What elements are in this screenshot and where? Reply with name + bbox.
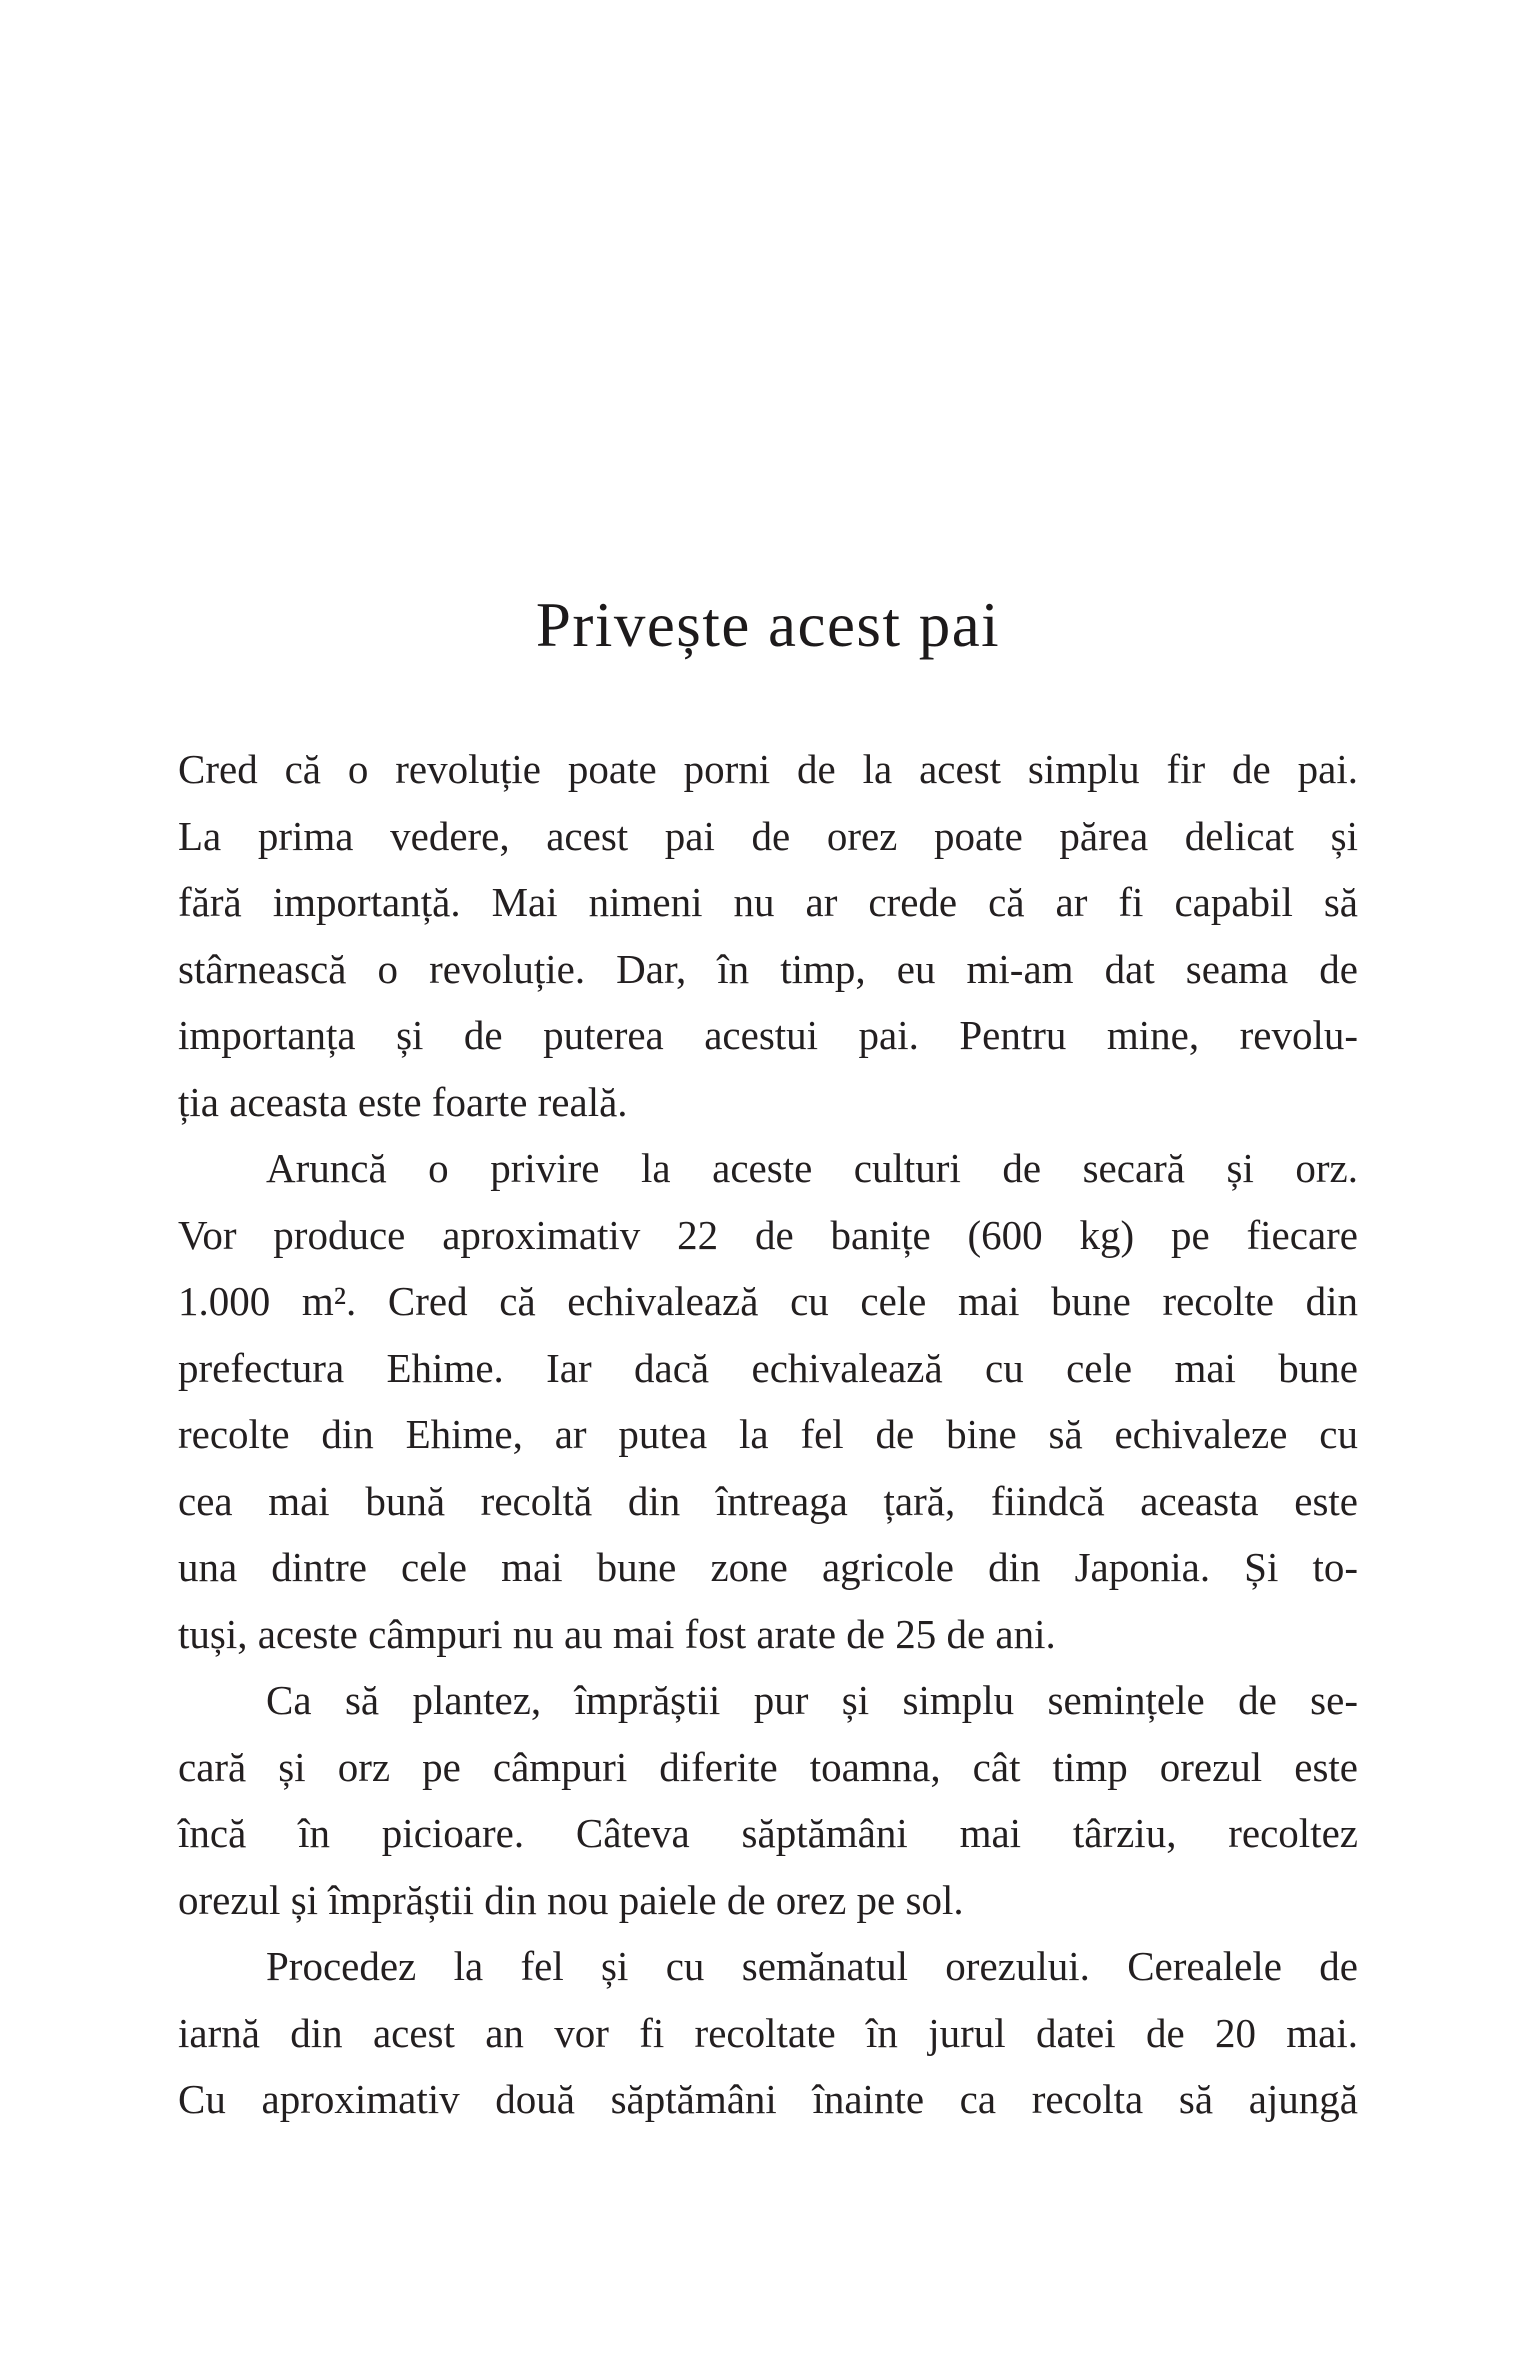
text-line: tuși, aceste câmpuri nu au mai fost arate de 25 de ani. — [178, 1610, 1056, 1657]
text-line: încă în picioare. Câteva săptămâni mai târziu, recoltez — [178, 1810, 1358, 1856]
text-line: ția aceasta este foarte reală. — [178, 1078, 628, 1125]
paragraph — [178, 1933, 1358, 2133]
text-line: Ca să plantez, împrăștii pur și simplu semințele de se- — [266, 1677, 1358, 1723]
text-line: importanța și de puterea acestui pai. Pentru mine, revolu- — [178, 1012, 1358, 1058]
text-line: stârnească o revoluție. Dar, în timp, eu mi-am dat seama de — [178, 945, 1358, 992]
text-line: La prima vedere, acest pai de orez poate părea delicat și — [178, 812, 1358, 859]
text-line: Procedez la fel și cu semănatul orezului. Cerealele de — [266, 1943, 1358, 1989]
text-line: Vor produce aproximativ 22 de banițe (600 kg) pe fiecare — [178, 1211, 1358, 1258]
page-title: Privește acest pai — [535, 590, 1001, 660]
text-line: Cred că o revoluție poate porni de la acest simplu fir de pai. — [178, 746, 1358, 792]
text-line: recolte din Ehime, ar putea la fel de bine să echivaleze cu — [178, 1411, 1358, 1457]
body-text — [178, 736, 1358, 2133]
paragraph — [178, 1667, 1358, 1933]
text-line: fără importanță. Mai nimeni nu ar crede că ar fi capabil să — [178, 879, 1358, 925]
paragraph — [178, 736, 1358, 1135]
text-line: una dintre cele mai bune zone agricole din Japonia. Și to- — [178, 1544, 1358, 1590]
text-line: Cu aproximativ două săptămâni înainte ca recolta să ajungă — [178, 2076, 1358, 2122]
text-line: 1.000 m². Cred că echivalează cu cele mai bune recolte din — [178, 1278, 1358, 1324]
text-line: prefectura Ehime. Iar dacă echivalează cu cele mai bune — [178, 1344, 1358, 1391]
text-line: Aruncă o privire la aceste culturi de secară și orz. — [266, 1145, 1358, 1191]
text-line: iarnă din acest an vor fi recoltate în jurul datei de 20 mai. — [178, 2009, 1358, 2056]
text-line: cară și orz pe câmpuri diferite toamna, cât timp orezul este — [178, 1743, 1358, 1790]
text-line: cea mai bună recoltă din întreaga țară, fiindcă aceasta este — [178, 1477, 1358, 1524]
paragraph — [178, 1135, 1358, 1667]
text-line: orezul și împrăștii din nou paiele de orez pe sol. — [178, 1876, 964, 1923]
